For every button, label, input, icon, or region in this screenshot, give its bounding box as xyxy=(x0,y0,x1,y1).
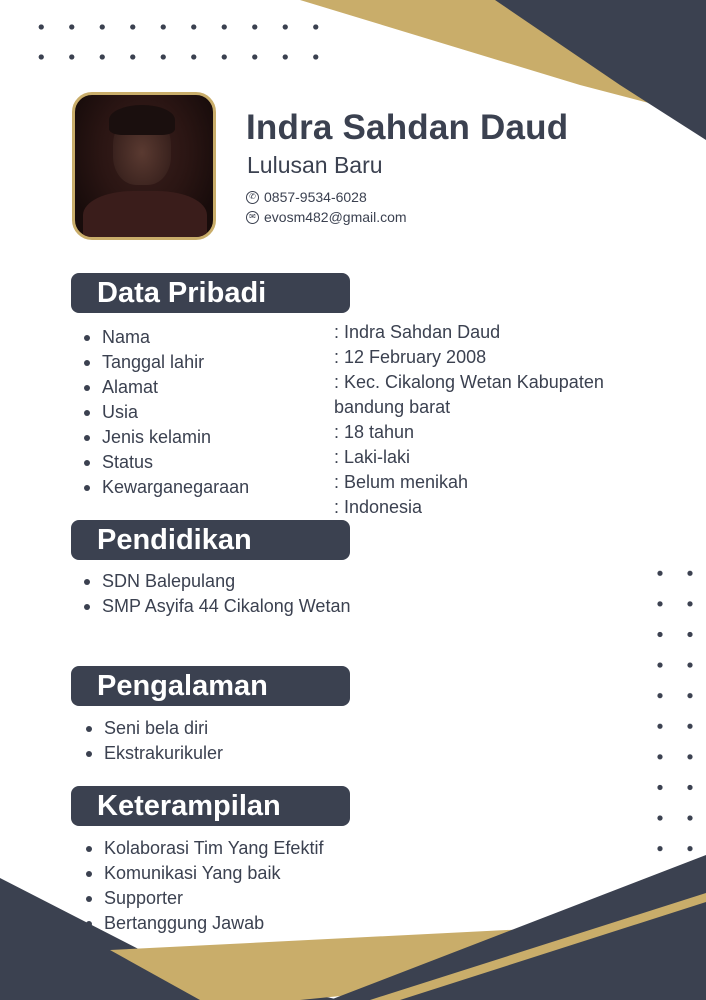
bullet xyxy=(84,604,90,610)
bullet xyxy=(84,485,90,491)
bullet xyxy=(84,410,90,416)
personal-values xyxy=(334,320,604,520)
list-item xyxy=(84,425,249,450)
phone-text: 0857-9534-6028 xyxy=(264,189,367,205)
bullet xyxy=(84,579,90,585)
list-item xyxy=(86,716,223,741)
list-item xyxy=(84,400,249,425)
education-item: SMP Asyifa 44 Cikalong Wetan xyxy=(102,596,351,616)
photo-hair xyxy=(109,105,175,135)
email-text: evosm482@gmail.com xyxy=(264,209,407,225)
bullet xyxy=(84,460,90,466)
list-item xyxy=(84,350,249,375)
skills-list xyxy=(86,836,323,936)
list-item xyxy=(84,450,249,475)
bullet xyxy=(86,896,92,902)
section-personal-title: Data Pribadi xyxy=(71,273,350,313)
bullet xyxy=(86,751,92,757)
skill-item: Komunikasi Yang baik xyxy=(104,863,281,883)
label-tanggal-lahir: Tanggal lahir xyxy=(102,352,205,372)
list-item xyxy=(84,594,350,619)
person-role: Lulusan Baru xyxy=(247,152,383,178)
contact-phone[interactable] xyxy=(246,189,367,205)
bullet xyxy=(86,871,92,877)
skill-item: Supporter xyxy=(104,888,184,908)
bullet xyxy=(86,846,92,852)
list-item xyxy=(84,375,249,400)
bullet xyxy=(84,360,90,366)
list-item xyxy=(84,569,350,594)
list-item xyxy=(86,741,223,766)
value-kewarganegaraan: : Indonesia xyxy=(334,497,423,517)
list-item xyxy=(84,475,249,500)
experience-item: Ekstrakurikuler xyxy=(104,743,224,763)
label-status: Status xyxy=(102,452,154,472)
bullet xyxy=(84,435,90,441)
list-item xyxy=(86,836,323,861)
value-alamat-cont: bandung barat xyxy=(334,397,451,417)
value-usia: : 18 tahun xyxy=(334,422,415,442)
value-status: : Belum menikah xyxy=(334,472,469,492)
bullet xyxy=(84,385,90,391)
contact-email[interactable] xyxy=(246,209,407,225)
section-skills-title: Keterampilan xyxy=(71,786,350,826)
skill-item: Bertanggung Jawab xyxy=(104,913,265,933)
dot-pattern-right xyxy=(645,558,705,858)
experience-list xyxy=(86,716,223,766)
label-kewarganegaraan: Kewarganegaraan xyxy=(102,477,250,497)
education-item: SDN Balepulang xyxy=(102,571,236,591)
experience-item: Seni bela diri xyxy=(104,718,209,738)
label-usia: Usia xyxy=(102,402,139,422)
label-alamat: Alamat xyxy=(102,377,159,397)
list-item xyxy=(86,911,323,936)
value-jenis-kelamin: : Laki-laki xyxy=(334,447,411,467)
value-nama: : Indra Sahdan Daud xyxy=(334,322,501,342)
list-item xyxy=(86,861,323,886)
photo-body xyxy=(83,191,207,240)
value-tanggal-lahir: : 12 February 2008 xyxy=(334,347,487,367)
list-item xyxy=(84,325,249,350)
person-name: Indra Sahdan Daud xyxy=(246,108,569,147)
value-alamat: : Kec. Cikalong Wetan Kabupaten xyxy=(334,372,604,392)
dot-pattern-top xyxy=(26,12,326,60)
bullet xyxy=(86,726,92,732)
list-item xyxy=(86,886,323,911)
mail-icon: ✉ xyxy=(246,211,259,224)
personal-labels-list xyxy=(84,325,249,500)
skill-item: Kolaborasi Tim Yang Efektif xyxy=(104,838,324,858)
section-education-title: Pendidikan xyxy=(71,520,350,560)
profile-photo xyxy=(72,92,216,240)
phone-icon: ✆ xyxy=(246,191,259,204)
education-list xyxy=(84,569,350,619)
section-experience-title: Pengalaman xyxy=(71,666,350,706)
bullet xyxy=(84,335,90,341)
bullet xyxy=(86,921,92,927)
label-nama: Nama xyxy=(102,327,151,347)
label-jenis-kelamin: Jenis kelamin xyxy=(102,427,212,447)
